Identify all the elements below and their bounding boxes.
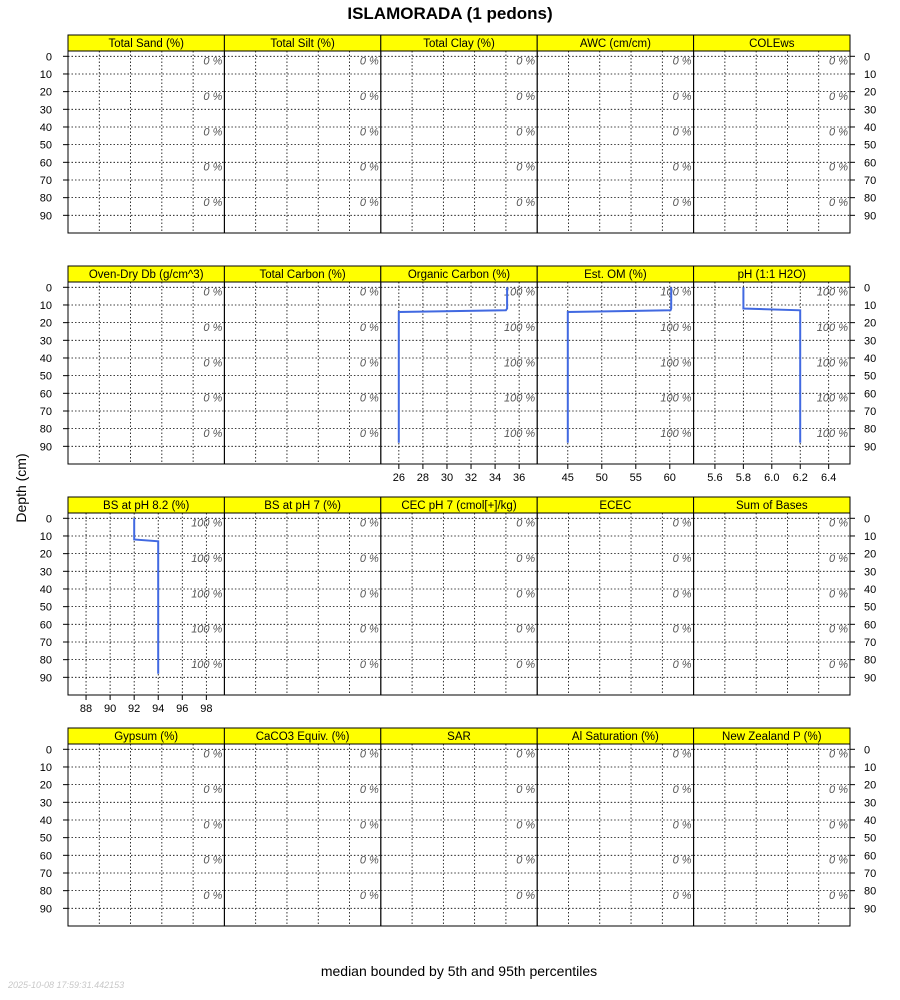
- x-tick-label: 5.6: [707, 472, 723, 484]
- pct-label: 0 %: [516, 517, 536, 530]
- pct-label: 0 %: [359, 428, 379, 441]
- y-tick-label: 70: [864, 174, 877, 187]
- y-tick-label: 60: [39, 850, 52, 863]
- pct-label: 0 %: [359, 322, 379, 335]
- y-tick-label: 10: [864, 761, 877, 774]
- y-tick-label: 90: [39, 903, 52, 916]
- y-tick-label: 30: [864, 797, 877, 810]
- y-tick-label: 50: [864, 832, 877, 845]
- y-tick-label: 50: [39, 139, 52, 152]
- x-tick-label: 88: [79, 703, 93, 715]
- y-tick-label: 90: [864, 672, 877, 685]
- pct-label: 0 %: [359, 197, 379, 210]
- x-tick-label: 60: [663, 472, 676, 484]
- pct-label: 100 %: [816, 392, 848, 405]
- x-tick-label: 55: [629, 472, 642, 484]
- pct-label: 100 %: [816, 428, 848, 441]
- y-tick-label: 10: [39, 68, 52, 81]
- chart-title: ISLAMORADA (1 pedons): [347, 4, 553, 23]
- pct-label: 100 %: [660, 392, 692, 405]
- y-tick-label: 0: [45, 744, 52, 757]
- panel-label: Total Carbon (%): [259, 269, 346, 281]
- panel-border: [381, 51, 537, 233]
- x-tick-label: 26: [392, 472, 405, 484]
- pct-label: 0 %: [672, 126, 692, 139]
- x-tick-label: 32: [464, 472, 478, 484]
- y-tick-label: 10: [39, 761, 52, 774]
- x-tick-label: 96: [176, 703, 189, 715]
- x-tick-label: 6.4: [821, 472, 837, 484]
- y-tick-label: 0: [864, 513, 871, 526]
- y-tick-label: 80: [864, 192, 877, 205]
- x-tick-label: 6.2: [792, 472, 808, 484]
- median-line: [134, 518, 158, 674]
- y-tick-label: 30: [864, 335, 877, 348]
- panel-border: [381, 744, 537, 926]
- panel-label: pH (1:1 H2O): [737, 269, 806, 281]
- panel-label: Total Sand (%): [108, 38, 184, 50]
- y-tick-label: 90: [864, 210, 877, 223]
- y-axis-title: Depth (cm): [13, 453, 29, 523]
- panel-border: [224, 282, 380, 464]
- y-tick-label: 40: [39, 121, 52, 134]
- y-tick-label: 30: [39, 104, 52, 117]
- pct-label: 0 %: [203, 197, 223, 210]
- y-tick-label: 30: [39, 335, 52, 348]
- y-tick-label: 60: [39, 388, 52, 401]
- panel-label: AWC (cm/cm): [579, 38, 651, 50]
- pct-label: 0 %: [516, 784, 536, 797]
- footer-caption: median bounded by 5th and 95th percentiles: [320, 963, 598, 979]
- y-tick-label: 90: [39, 441, 52, 454]
- y-tick-label: 70: [39, 636, 52, 649]
- panel-border: [224, 744, 380, 926]
- y-tick-label: 50: [39, 370, 52, 383]
- y-tick-label: 40: [864, 814, 877, 827]
- y-tick-label: 70: [864, 867, 877, 880]
- x-tick-label: 36: [513, 472, 526, 484]
- pct-label: 0 %: [359, 623, 379, 636]
- pct-label: 100 %: [816, 357, 848, 370]
- x-tick-label: 50: [595, 472, 608, 484]
- pct-label: 0 %: [672, 161, 692, 174]
- pct-label: 0 %: [516, 91, 536, 104]
- y-tick-label: 30: [864, 566, 877, 579]
- panel-border: [537, 51, 693, 233]
- pct-label: 0 %: [829, 55, 848, 68]
- pct-label: 0 %: [359, 126, 379, 139]
- pct-label: 0 %: [516, 854, 536, 867]
- y-tick-label: 20: [39, 317, 52, 330]
- y-tick-label: 30: [864, 104, 877, 117]
- pct-label: 0 %: [203, 819, 223, 832]
- y-tick-label: 0: [45, 513, 52, 526]
- x-tick-label: 94: [152, 703, 165, 715]
- pct-label: 100 %: [191, 517, 223, 530]
- y-tick-label: 10: [39, 530, 52, 543]
- pct-label: 0 %: [359, 819, 379, 832]
- pct-label: 0 %: [829, 623, 848, 636]
- pct-label: 0 %: [516, 161, 536, 174]
- pct-label: 0 %: [672, 659, 692, 672]
- y-tick-label: 10: [39, 299, 52, 312]
- pct-label: 0 %: [829, 91, 848, 104]
- y-tick-label: 40: [864, 121, 877, 134]
- pct-label: 0 %: [359, 890, 379, 903]
- pct-label: 0 %: [359, 517, 379, 530]
- panel-label: Total Silt (%): [270, 38, 335, 50]
- y-tick-label: 80: [39, 885, 52, 898]
- panel-label: Al Saturation (%): [571, 731, 659, 743]
- pct-label: 0 %: [672, 197, 692, 210]
- y-tick-label: 70: [39, 405, 52, 418]
- pct-label: 0 %: [359, 553, 379, 566]
- panel-label: COLEws: [749, 38, 795, 50]
- panel-label: ECEC: [599, 500, 632, 512]
- y-tick-label: 60: [39, 157, 52, 170]
- pct-label: 100 %: [503, 392, 536, 405]
- pct-label: 0 %: [829, 784, 848, 797]
- pct-label: 0 %: [672, 91, 692, 104]
- y-tick-label: 90: [39, 672, 52, 685]
- panel-border: [68, 51, 224, 233]
- y-tick-label: 50: [39, 832, 52, 845]
- panel-label: Organic Carbon (%): [407, 269, 511, 281]
- y-tick-label: 70: [864, 636, 877, 649]
- pct-label: 0 %: [203, 55, 223, 68]
- panel-label: Total Clay (%): [423, 38, 495, 50]
- pct-label: 0 %: [672, 553, 692, 566]
- pct-label: 0 %: [516, 890, 536, 903]
- y-tick-label: 0: [45, 51, 52, 64]
- pct-label: 0 %: [829, 517, 848, 530]
- pct-label: 0 %: [829, 553, 848, 566]
- pct-label: 0 %: [359, 286, 379, 299]
- x-tick-label: 92: [128, 703, 141, 715]
- pct-label: 0 %: [829, 748, 848, 761]
- y-tick-label: 20: [39, 548, 52, 561]
- y-tick-label: 10: [864, 68, 877, 81]
- pct-label: 0 %: [672, 55, 692, 68]
- pct-label: 0 %: [829, 126, 848, 139]
- pct-label: 100 %: [191, 553, 223, 566]
- panel-label: Oven-Dry Db (g/cm^3): [88, 269, 204, 281]
- y-tick-label: 0: [45, 282, 52, 295]
- pct-label: 100 %: [503, 286, 536, 299]
- pct-label: 0 %: [359, 784, 379, 797]
- pct-label: 0 %: [672, 784, 692, 797]
- y-tick-label: 20: [864, 317, 877, 330]
- pct-label: 100 %: [660, 286, 692, 299]
- y-tick-label: 50: [39, 601, 52, 614]
- x-tick-label: 6.0: [764, 472, 780, 484]
- y-tick-label: 80: [864, 423, 877, 436]
- y-tick-label: 80: [39, 192, 52, 205]
- pct-label: 100 %: [660, 322, 692, 335]
- pct-label: 0 %: [203, 784, 223, 797]
- x-tick-label: 5.8: [735, 472, 752, 484]
- y-tick-label: 20: [864, 548, 877, 561]
- y-tick-label: 90: [864, 903, 877, 916]
- pct-label: 100 %: [191, 588, 223, 601]
- panel-border: [68, 282, 224, 464]
- pct-label: 0 %: [203, 286, 223, 299]
- y-tick-label: 40: [864, 352, 877, 365]
- pct-label: 0 %: [203, 890, 223, 903]
- pct-label: 100 %: [816, 286, 848, 299]
- x-tick-label: 98: [200, 703, 213, 715]
- pct-label: 0 %: [829, 161, 848, 174]
- pct-label: 0 %: [203, 91, 223, 104]
- panel-border: [537, 744, 693, 926]
- y-tick-label: 0: [864, 51, 871, 64]
- y-tick-label: 20: [864, 86, 877, 99]
- pct-label: 100 %: [503, 357, 536, 370]
- pct-label: 0 %: [203, 748, 223, 761]
- pct-label: 0 %: [359, 55, 379, 68]
- y-tick-label: 50: [864, 601, 877, 614]
- y-tick-label: 60: [864, 850, 877, 863]
- pct-label: 0 %: [516, 553, 536, 566]
- pct-label: 0 %: [359, 161, 379, 174]
- pct-label: 0 %: [829, 588, 848, 601]
- pct-label: 100 %: [191, 659, 223, 672]
- pct-label: 0 %: [516, 659, 536, 672]
- y-tick-label: 60: [864, 388, 877, 401]
- y-tick-label: 0: [864, 282, 871, 295]
- y-tick-label: 30: [39, 797, 52, 810]
- y-tick-label: 20: [39, 86, 52, 99]
- y-tick-label: 20: [39, 779, 52, 792]
- panel-label: BS at pH 8.2 (%): [103, 500, 190, 512]
- panel-border: [68, 744, 224, 926]
- pct-label: 0 %: [516, 819, 536, 832]
- pct-label: 100 %: [191, 623, 223, 636]
- pct-label: 0 %: [672, 819, 692, 832]
- pct-label: 0 %: [516, 55, 536, 68]
- y-tick-label: 50: [864, 139, 877, 152]
- pct-label: 100 %: [660, 428, 692, 441]
- panel-label: BS at pH 7 (%): [264, 500, 341, 512]
- pct-label: 0 %: [359, 854, 379, 867]
- y-tick-label: 60: [864, 157, 877, 170]
- pct-label: 0 %: [516, 126, 536, 139]
- pct-label: 0 %: [516, 623, 536, 636]
- pct-label: 0 %: [672, 748, 692, 761]
- pct-label: 0 %: [203, 126, 223, 139]
- y-tick-label: 60: [864, 619, 877, 632]
- pct-label: 100 %: [503, 428, 536, 441]
- panel-label: Sum of Bases: [736, 500, 808, 512]
- median-line: [399, 287, 507, 443]
- y-tick-label: 10: [864, 530, 877, 543]
- panel-label: New Zealand P (%): [722, 731, 822, 743]
- panel-border: [694, 513, 850, 695]
- y-tick-label: 40: [39, 352, 52, 365]
- y-tick-label: 10: [864, 299, 877, 312]
- pct-label: 0 %: [672, 588, 692, 601]
- pct-label: 0 %: [829, 854, 848, 867]
- y-tick-label: 70: [39, 174, 52, 187]
- pct-label: 0 %: [829, 890, 848, 903]
- pct-label: 0 %: [359, 748, 379, 761]
- pct-label: 0 %: [672, 854, 692, 867]
- pct-label: 0 %: [359, 392, 379, 405]
- panel-label: CEC pH 7 (cmol[+]/kg): [401, 500, 517, 512]
- pct-label: 100 %: [816, 322, 848, 335]
- pct-label: 0 %: [516, 588, 536, 601]
- pct-label: 0 %: [672, 517, 692, 530]
- y-tick-label: 80: [864, 654, 877, 667]
- y-tick-label: 70: [39, 867, 52, 880]
- pct-label: 0 %: [203, 322, 223, 335]
- y-tick-label: 50: [864, 370, 877, 383]
- x-tick-label: 30: [440, 472, 454, 484]
- x-tick-label: 90: [103, 703, 117, 715]
- median-line: [568, 287, 671, 443]
- y-tick-label: 90: [39, 210, 52, 223]
- panel-border: [224, 513, 380, 695]
- pct-label: 0 %: [359, 659, 379, 672]
- x-tick-label: 34: [488, 472, 502, 484]
- pct-label: 0 %: [203, 357, 223, 370]
- y-tick-label: 20: [864, 779, 877, 792]
- y-tick-label: 80: [39, 423, 52, 436]
- pct-label: 0 %: [672, 890, 692, 903]
- y-tick-label: 40: [864, 583, 877, 596]
- panel-border: [224, 51, 380, 233]
- pct-label: 0 %: [359, 91, 379, 104]
- y-tick-label: 0: [864, 744, 871, 757]
- panel-label: Gypsum (%): [114, 731, 179, 743]
- y-tick-label: 40: [39, 814, 52, 827]
- y-tick-label: 70: [864, 405, 877, 418]
- panel-border: [694, 744, 850, 926]
- pct-label: 0 %: [203, 428, 223, 441]
- pct-label: 0 %: [203, 854, 223, 867]
- pct-label: 0 %: [672, 623, 692, 636]
- panel-label: Est. OM (%): [584, 269, 647, 281]
- pct-label: 0 %: [359, 588, 379, 601]
- x-tick-label: 28: [416, 472, 430, 484]
- panel-label: CaCO3 Equiv. (%): [255, 731, 350, 743]
- pct-label: 0 %: [516, 197, 536, 210]
- panel-border: [694, 51, 850, 233]
- pct-label: 0 %: [829, 197, 848, 210]
- y-tick-label: 90: [864, 441, 877, 454]
- y-tick-label: 30: [39, 566, 52, 579]
- panel-label: SAR: [447, 731, 471, 743]
- x-tick-label: 45: [561, 472, 574, 484]
- y-tick-label: 40: [39, 583, 52, 596]
- pct-label: 0 %: [203, 392, 223, 405]
- panel-border: [537, 513, 693, 695]
- pct-label: 0 %: [829, 659, 848, 672]
- panel-border: [381, 513, 537, 695]
- y-tick-label: 60: [39, 619, 52, 632]
- y-tick-label: 80: [864, 885, 877, 898]
- y-tick-label: 80: [39, 654, 52, 667]
- pct-label: 0 %: [203, 161, 223, 174]
- pct-label: 0 %: [829, 819, 848, 832]
- pct-label: 100 %: [660, 357, 692, 370]
- pct-label: 100 %: [503, 322, 536, 335]
- pct-label: 0 %: [516, 748, 536, 761]
- timestamp: 2025-10-08 17:59:31.442153: [8, 980, 125, 990]
- pct-label: 0 %: [359, 357, 379, 370]
